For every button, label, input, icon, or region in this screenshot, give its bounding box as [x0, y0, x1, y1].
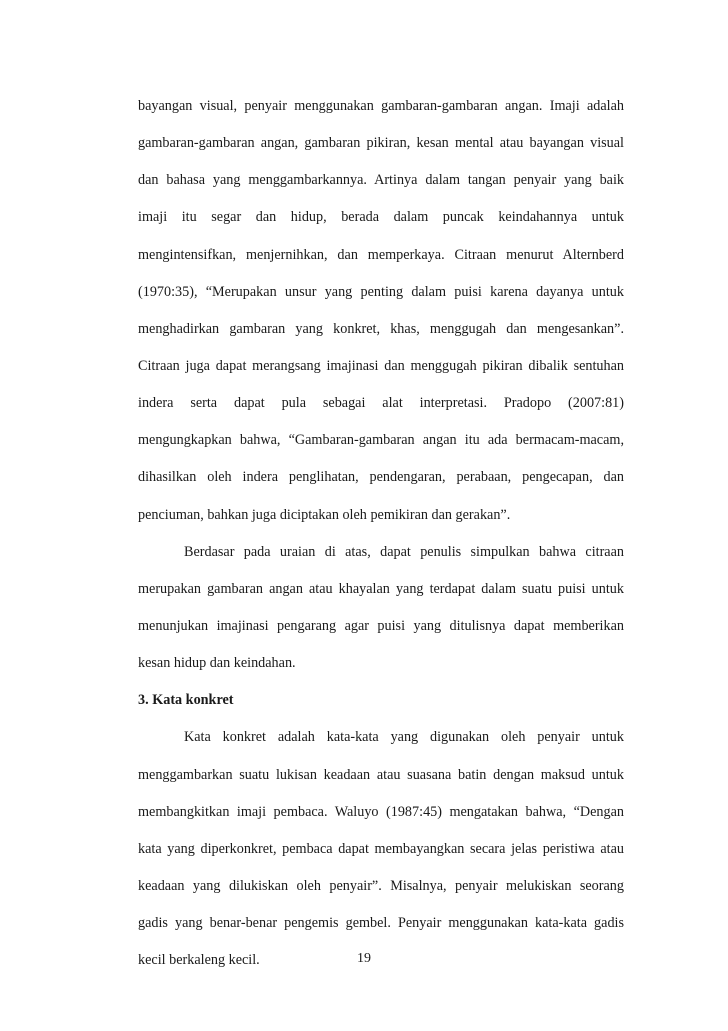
paragraph-line: keadaan yang dilukiskan oleh penyair”. Misalnya, penyair melukiskan seorang — [138, 877, 624, 894]
paragraph-line: Berdasar pada uraian di atas, dapat penulis simpulkan bahwa citraan — [184, 543, 624, 560]
paragraph-line: gambaran-gambaran angan, gambaran pikiran, kesan mental atau bayangan visual — [138, 135, 624, 152]
paragraph-line: indera serta dapat pula sebagai alat interpretasi. Pradopo (2007:81) — [138, 395, 624, 412]
paragraph-line: Kata konkret adalah kata-kata yang digunakan oleh penyair untuk — [184, 729, 624, 746]
paragraph-line: Citraan juga dapat merangsang imajinasi dan menggugah pikiran dibalik sentuhan — [138, 357, 624, 374]
section-heading: 3. Kata konkret — [138, 692, 234, 709]
paragraph-line: dihasilkan oleh indera penglihatan, pendengaran, perabaan, pengecapan, dan — [138, 469, 624, 486]
paragraph-line: gadis yang benar-benar pengemis gembel. Penyair menggunakan kata-kata gadis — [138, 915, 624, 932]
paragraph-line: menghadirkan gambaran yang konkret, khas, menggugah dan mengesankan”. — [138, 320, 624, 337]
paragraph-line: kata yang diperkonkret, pembaca dapat membayangkan secara jelas peristiwa atau — [138, 840, 624, 857]
paragraph-line: (1970:35), “Merupakan unsur yang penting dalam puisi karena dayanya untuk — [138, 283, 624, 300]
paragraph-line: kesan hidup dan keindahan. — [138, 655, 296, 672]
paragraph-line: mengungkapkan bahwa, “Gambaran-gambaran angan itu ada bermacam-macam, — [138, 432, 624, 449]
paragraph-line: kecil berkaleng kecil. — [138, 952, 260, 969]
paragraph-line: bayangan visual, penyair menggunakan gambaran-gambaran angan. Imaji adalah — [138, 98, 624, 114]
page-number: 19 — [357, 951, 371, 966]
paragraph-line: dan bahasa yang menggambarkannya. Artinya dalam tangan penyair yang baik — [138, 172, 624, 189]
paragraph-line: imaji itu segar dan hidup, berada dalam puncak keindahannya untuk — [138, 209, 624, 226]
paragraph-line: menunjukan imajinasi pengarang agar puisi yang ditulisnya dapat memberikan — [138, 617, 624, 634]
document-page — [138, 88, 624, 979]
paragraph-line: penciuman, bahkan juga diciptakan oleh pemikiran dan gerakan”. — [138, 506, 511, 523]
paragraph-line: membangkitkan imaji pembaca. Waluyo (1987:45) mengatakan bahwa, “Dengan — [138, 803, 624, 820]
paragraph-line: mengintensifkan, menjernihkan, dan memperkaya. Citraan menurut Alternberd — [138, 246, 624, 263]
paragraph-line: menggambarkan suatu lukisan keadaan atau suasana batin dengan maksud untuk — [138, 766, 624, 783]
paragraph-line: merupakan gambaran angan atau khayalan yang terdapat dalam suatu puisi untuk — [138, 580, 624, 597]
